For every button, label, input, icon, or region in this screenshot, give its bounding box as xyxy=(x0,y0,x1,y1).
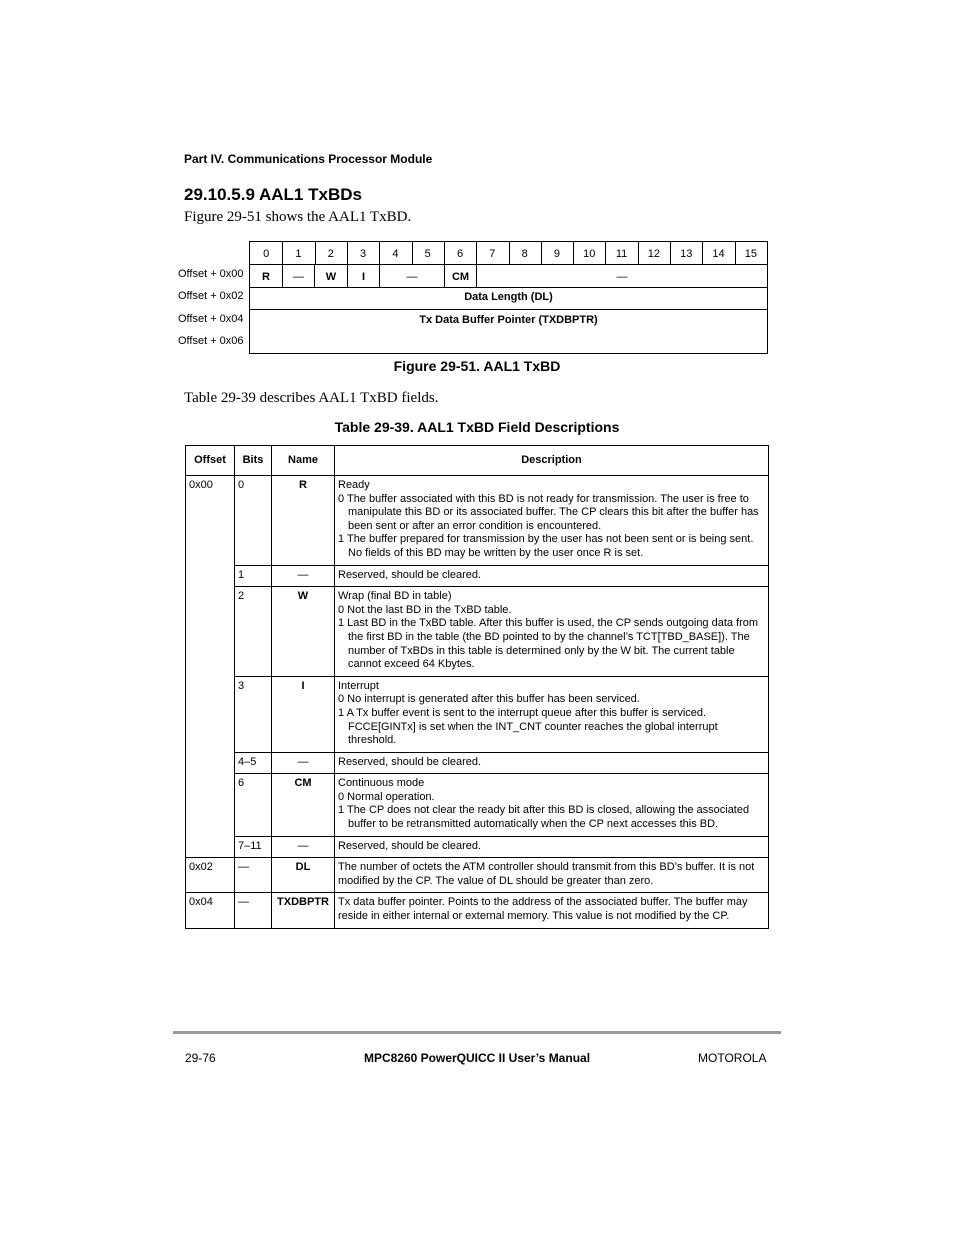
name-cell: — xyxy=(272,836,335,858)
bit-number: 1 xyxy=(295,247,302,260)
table-row xyxy=(186,774,769,836)
description-cell xyxy=(335,587,769,677)
header-description: Description xyxy=(335,446,769,476)
table-intro-paragraph: Table 29-39 describes AAL1 TxBD fields. xyxy=(184,390,439,406)
page-number: 29-76 xyxy=(185,1051,216,1065)
bit-number: 13 xyxy=(680,247,693,260)
field-reserved-7-15: — xyxy=(616,271,628,283)
offset-cell: 0x00 xyxy=(186,476,235,566)
bits-cell: 7–11 xyxy=(235,836,272,858)
description-cell xyxy=(335,774,769,836)
intro-paragraph: Figure 29-51 shows the AAL1 TxBD. xyxy=(184,209,412,225)
bits-cell: 4–5 xyxy=(235,752,272,774)
desc-item: 1 The buffer prepared for transmission by the user has not been sent or is being sent. No fields of this BD may be written by the user once R is set. xyxy=(338,533,754,559)
section-title: 29.10.5.9 AAL1 TxBDs xyxy=(184,185,362,204)
bits-cell: 0 xyxy=(235,476,272,566)
table-row xyxy=(186,476,769,566)
field-r: R xyxy=(262,271,270,283)
bit-number: 0 xyxy=(263,247,270,260)
field-reserved-1: — xyxy=(293,271,304,283)
bit-number: 10 xyxy=(583,247,596,260)
bits-cell: — xyxy=(235,893,272,928)
register-diagram xyxy=(249,241,768,354)
table-row xyxy=(186,587,769,677)
description-cell: Reserved, should be cleared. xyxy=(335,836,769,858)
desc-title: Wrap (final BD in table) xyxy=(338,590,452,603)
description-cell: The number of octets the ATM controller should transmit from this BD’s buffer. It is not modified by the CP. The value of DL should be greater than zero. xyxy=(335,858,769,893)
name-cell: — xyxy=(272,565,335,587)
name-cell: — xyxy=(272,752,335,774)
bit-number: 14 xyxy=(712,247,725,260)
bit-number: 12 xyxy=(647,247,661,260)
desc-item: 1 The CP does not clear the ready bit after this BD is closed, allowing the associated buffer to be retransmitted automatically when the CP next accesses this BD. xyxy=(338,804,750,831)
table-row xyxy=(186,836,769,858)
bit-number: 3 xyxy=(360,247,367,260)
field-reserved-4-5: — xyxy=(406,271,418,283)
desc-item: 1 A Tx buffer event is sent to the interrupt queue after this buffer is serviced. FCCE[GINTx] is set when the INT_CNT counter reaches the global interrupt threshold. xyxy=(338,706,718,747)
desc-item: 0 The buffer associated with this BD is not ready for transmission. The user is free to manipulate this BD or its associated buffer. The CP clears this bit after the buffer has been sent or after an error condition is encountered. xyxy=(338,492,759,532)
field-data-length: Data Length (DL) xyxy=(464,291,553,303)
table-caption: Table 29-39. AAL1 TxBD Field Descriptions xyxy=(334,419,620,435)
description-cell xyxy=(335,676,769,752)
field-description-table xyxy=(185,445,769,929)
description-cell xyxy=(335,476,769,566)
bit-number: 7 xyxy=(489,247,496,260)
desc-title: Ready xyxy=(338,479,370,491)
desc-item: 0 Normal operation. xyxy=(338,790,435,803)
bits-cell: 2 xyxy=(235,587,272,677)
desc-title: Continuous mode xyxy=(338,777,425,790)
bit-number: 4 xyxy=(392,247,399,260)
desc-item: 0 Not the last BD in the TxBD table. xyxy=(338,603,512,616)
description-cell: Reserved, should be cleared. xyxy=(335,565,769,587)
bit-number: 5 xyxy=(424,247,431,260)
desc-item: 0 No interrupt is generated after this buffer has been serviced. xyxy=(338,693,640,706)
desc-title: Interrupt xyxy=(338,679,379,692)
bit-number: 9 xyxy=(553,247,561,260)
header-offset: Offset xyxy=(186,446,235,476)
footer-rule xyxy=(173,1031,781,1034)
name-cell: W xyxy=(272,587,335,677)
description-cell: Tx data buffer pointer. Points to the address of the associated buffer. The buffer may reside in either internal or external memory. This value is not modified by the CP. xyxy=(335,893,769,928)
name-cell: TXDBPTR xyxy=(272,893,335,928)
bits-cell: 6 xyxy=(235,774,272,836)
name-cell: R xyxy=(272,476,335,566)
part-header: Part IV. Communications Processor Module xyxy=(184,152,433,166)
figure-caption: Figure 29-51. AAL1 TxBD xyxy=(393,358,561,374)
description-cell: Reserved, should be cleared. xyxy=(335,752,769,774)
table-row xyxy=(186,893,769,928)
bit-number: 6 xyxy=(456,247,464,260)
offset-label-0x00: Offset + 0x00 xyxy=(178,268,244,280)
field-cm: CM xyxy=(451,271,470,283)
table-row xyxy=(186,858,769,893)
company-name: MOTOROLA xyxy=(698,1051,767,1065)
table-row xyxy=(186,565,769,587)
table-header-row xyxy=(186,446,769,476)
table-row xyxy=(186,752,769,774)
bit-number: 2 xyxy=(327,247,334,260)
table-row xyxy=(186,676,769,752)
bits-cell: 1 xyxy=(235,565,272,587)
bit-number: 11 xyxy=(615,247,628,260)
name-cell: I xyxy=(272,676,335,752)
bits-cell: — xyxy=(235,858,272,893)
name-cell: DL xyxy=(272,858,335,893)
offset-label-0x04: Offset + 0x04 xyxy=(178,313,244,325)
offset-label-0x06: Offset + 0x06 xyxy=(178,335,244,347)
bit-number: 8 xyxy=(521,247,528,260)
offset-label-0x02: Offset + 0x02 xyxy=(178,290,244,302)
field-w: W xyxy=(325,271,337,283)
desc-item: 1 Last BD in the TxBD table. After this buffer is used, the CP sends outgoing data from the first BD in the table (the BD pointed to by the channel’s TCT[TBD_BASE]). The number of TxBDs in this table is determined only by the W bit. The current table cannot exceed 64 Kbytes. xyxy=(338,617,759,671)
offset-cell: 0x04 xyxy=(186,893,235,928)
manual-title: MPC8260 PowerQUICC II User’s Manual xyxy=(363,1051,591,1065)
offset-cell: 0x02 xyxy=(186,858,235,893)
bit-number: 15 xyxy=(744,247,757,260)
header-name: Name xyxy=(272,446,335,476)
name-cell: CM xyxy=(272,774,335,836)
field-i: I xyxy=(361,271,366,283)
field-buffer-pointer: Tx Data Buffer Pointer (TXDBPTR) xyxy=(419,314,598,326)
header-bits: Bits xyxy=(235,446,272,476)
bits-cell: 3 xyxy=(235,676,272,752)
